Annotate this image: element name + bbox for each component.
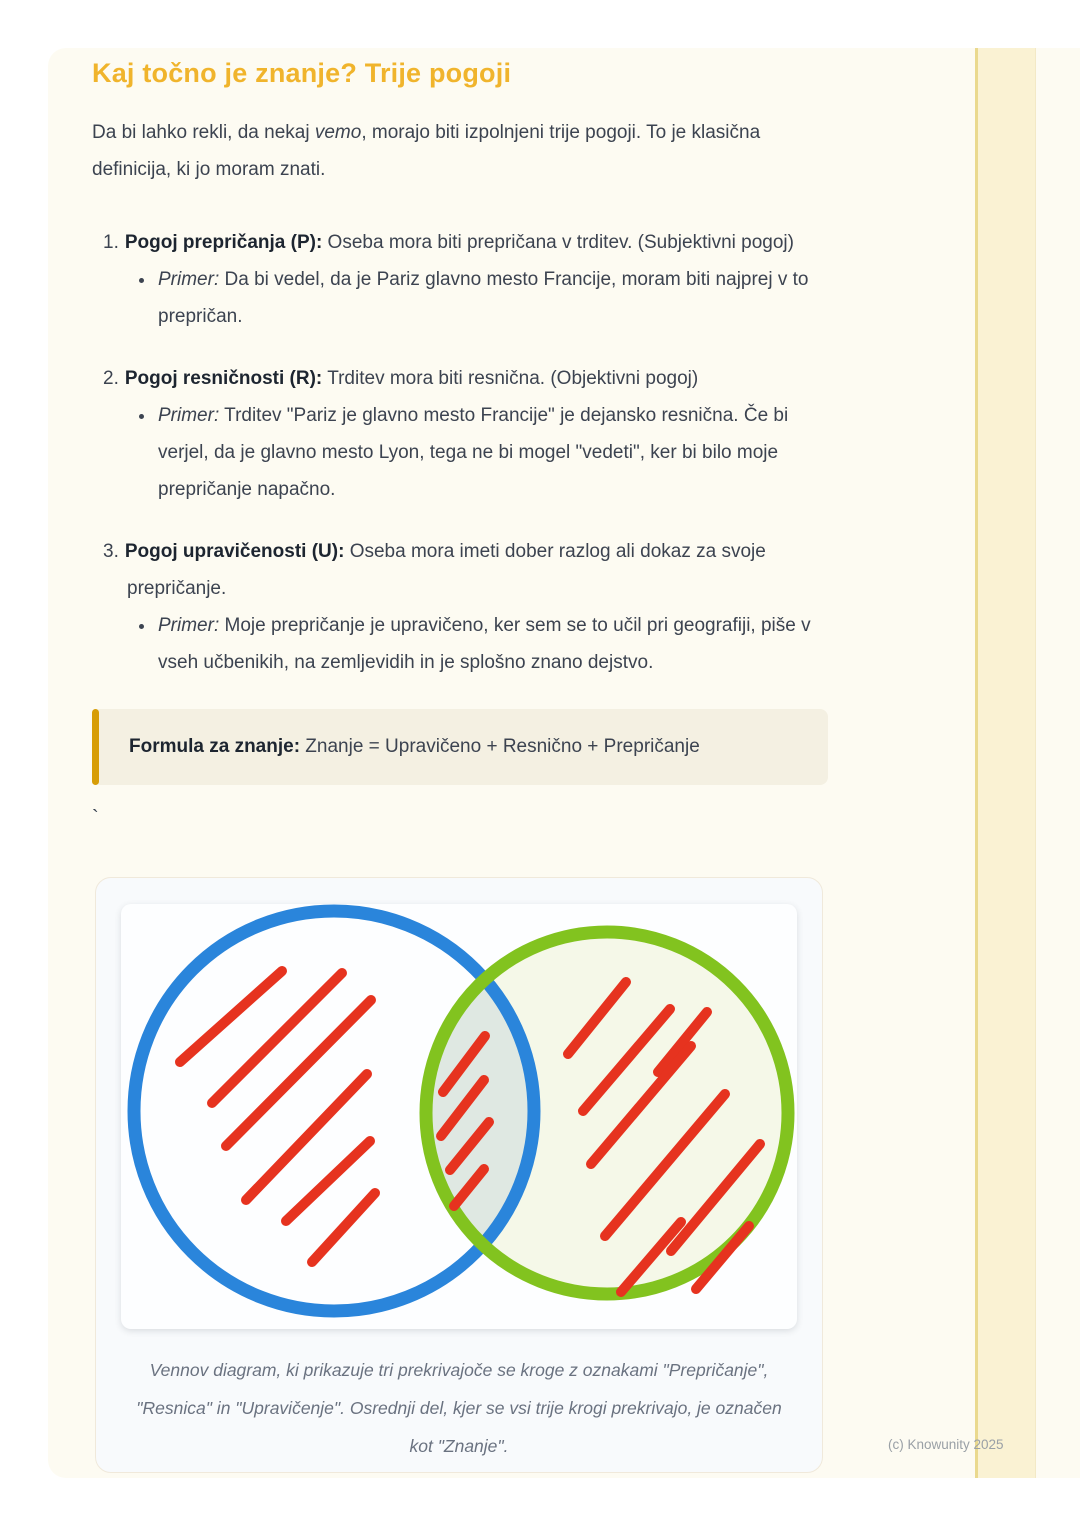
example-item	[156, 397, 828, 508]
condition-term: Pogoj upravičenosti (U):	[124, 541, 345, 562]
example-text: Trditev "Pariz je glavno mesto Francije" je dejansko resnična. Če bi verjel, da je glavno mesto Lyon, tega ne bi mogel "vedeti", ker bi bilo moje prepričanje napačno.	[158, 405, 789, 500]
condition-desc: Oseba mora biti prepričana v trditev. (Subjektivni pogoj)	[322, 232, 794, 253]
condition-number: 1.	[103, 232, 119, 253]
figure-caption: Vennov diagram, ki prikazuje tri prekrivajoče se kroge z oznakami "Prepričanje", "Resnica" in "Upravičenje". Osrednji del, kjer se vsi trije krogi prekrivajo, je označen kot "Znanje".	[136, 1360, 782, 1456]
condition-main-2	[92, 360, 828, 397]
condition-number: 2.	[103, 368, 119, 389]
example-text: Moje prepričanje je upravičeno, ker sem se to učil pri geografiji, piše v vseh učbenikih, na zemljevidih in je splošno znano dejstvo.	[158, 615, 811, 673]
note-page	[48, 48, 1080, 1478]
page-title: Kaj točno je znanje? Trije pogoji	[92, 58, 512, 88]
condition-item-2	[92, 360, 828, 508]
condition-term: Pogoj resničnosti (R):	[124, 368, 323, 389]
example-label: Primer:	[158, 269, 220, 290]
callout-label: Formula za znanje:	[129, 736, 301, 757]
condition-desc: Trditev mora biti resnična. (Objektivni pogoj)	[322, 368, 699, 389]
note-content	[92, 56, 828, 1473]
condition-main-1	[92, 224, 828, 261]
intro-paragraph	[92, 114, 828, 188]
intro-emphasis: vemo	[314, 122, 362, 143]
condition-main-3	[92, 533, 828, 607]
condition-item-1	[92, 224, 828, 335]
example-text: Da bi vedel, da je Pariz glavno mesto Francije, moram biti najprej v to prepričan.	[158, 269, 809, 327]
intro-post: , morajo biti izpolnjeni trije pogoji. To je klasična definicija, ki jo moram znati.	[92, 122, 761, 180]
callout-formula: Znanje = Upravičeno + Resnično + Prepričanje	[300, 736, 700, 757]
example-item	[156, 607, 828, 681]
example-list	[92, 261, 828, 335]
venn-diagram-image	[121, 904, 797, 1329]
example-list	[92, 397, 828, 508]
venn-diagram-svg	[121, 904, 797, 1329]
stray-backtick: `	[92, 807, 99, 829]
condition-number: 3.	[103, 541, 119, 562]
figure-card	[95, 877, 823, 1473]
formula-callout	[92, 709, 828, 785]
intro-pre: Da bi lahko rekli, da nekaj	[92, 122, 315, 143]
example-label: Primer:	[158, 405, 220, 426]
example-label: Primer:	[158, 615, 220, 636]
copyright-notice: (c) Knowunity 2025	[888, 1437, 1004, 1452]
example-list	[92, 607, 828, 681]
condition-item-3	[92, 533, 828, 681]
conditions-list	[92, 224, 828, 681]
left-hatch-group	[180, 971, 375, 1262]
margin-ruler-band	[975, 48, 1036, 1478]
callout-accent-bar	[92, 709, 99, 785]
condition-term: Pogoj prepričanja (P):	[124, 232, 323, 253]
callout-text	[129, 733, 804, 761]
example-item	[156, 261, 828, 335]
condition-desc: Oseba mora imeti dober razlog ali dokaz za svoje prepričanje.	[127, 541, 766, 599]
